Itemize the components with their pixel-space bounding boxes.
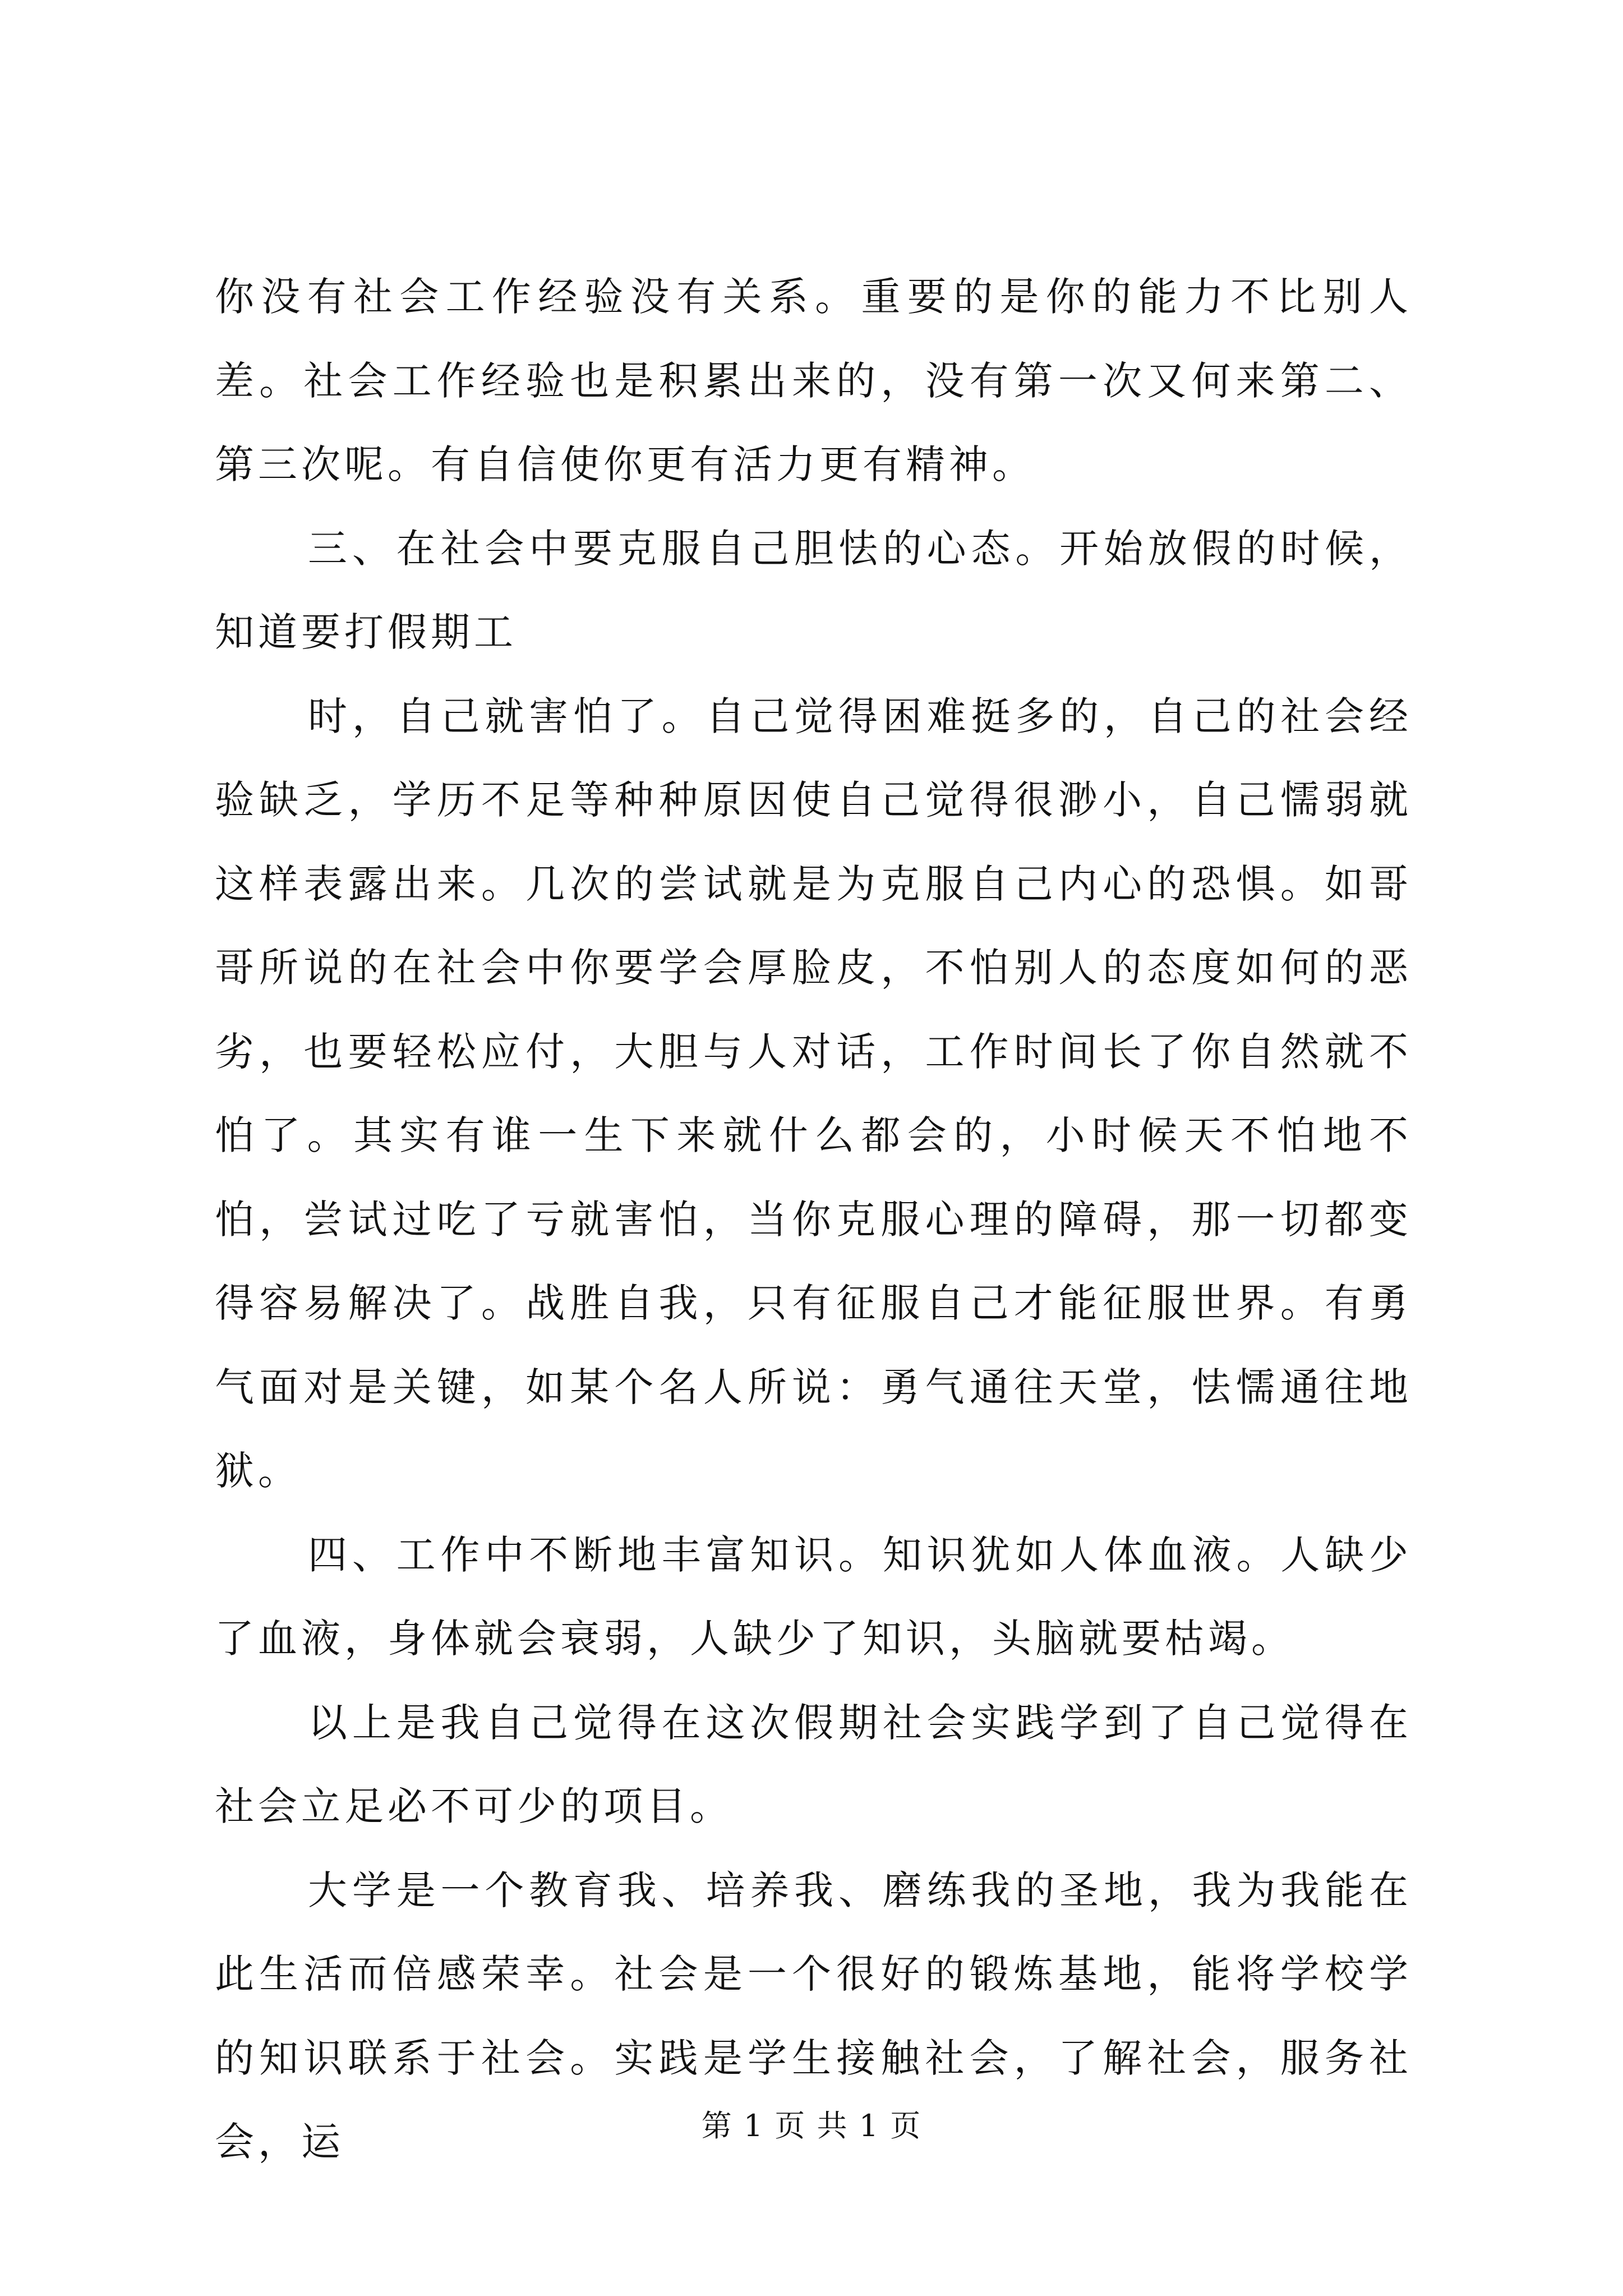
page-footer: 第 1 页 共 1 页 (701, 2108, 922, 2143)
paragraph-4: 四、工作中不断地丰富知识。知识犹如人体血液。人缺少了血液，身体就会衰弱，人缺少了知识，头脑就要枯竭。 (215, 1531, 1412, 1662)
paragraph-5: 以上是我自己觉得在这次假期社会实践学到了自己觉得在社会立足必不可少的项目。 (215, 1699, 1412, 1829)
paragraph-2: 三、在社会中要克服自己胆怯的心态。开始放假的时候，知道要打假期工 (215, 525, 1412, 655)
paragraph-1: 你没有社会工作经验没有关系。重要的是你的能力不比别人差。社会工作经验也是积累出来的，没有第一次又何来第二、第三次呢。有自信使你更有活力更有精神。 (215, 274, 1412, 487)
document-body (215, 255, 1412, 2184)
paragraph-3: 时，自己就害怕了。自己觉得困难挺多的，自己的社会经验缺乏，学历不足等种种原因使自己觉得很渺小，自己懦弱就这样表露出来。几次的尝试就是为克服自己内心的恐惧。如哥哥所说的在社会中你要学会厚脸皮，不怕别人的态度如何的恶劣，也要轻松应付，大胆与人对话，工作时间长了你自然就不怕了。其实有谁一生下来就什么都会的，小时候天不怕地不怕，尝试过吃了亏就害怕，当你克服心理的障碍，那一切都变得容易解决了。战胜自我，只有征服自己才能征服世界。有勇气面对是关键，如某个名人所说：勇气通往天堂，怯懦通往地狱。 (215, 693, 1412, 1494)
paragraph-6: 大学是一个教育我、培养我、磨练我的圣地，我为我能在此生活而倍感荣幸。社会是一个很好的锻炼基地，能将学校学的知识联系于社会。实践是学生接触社会，了解社会，服务社会，运 (215, 1867, 1412, 2165)
